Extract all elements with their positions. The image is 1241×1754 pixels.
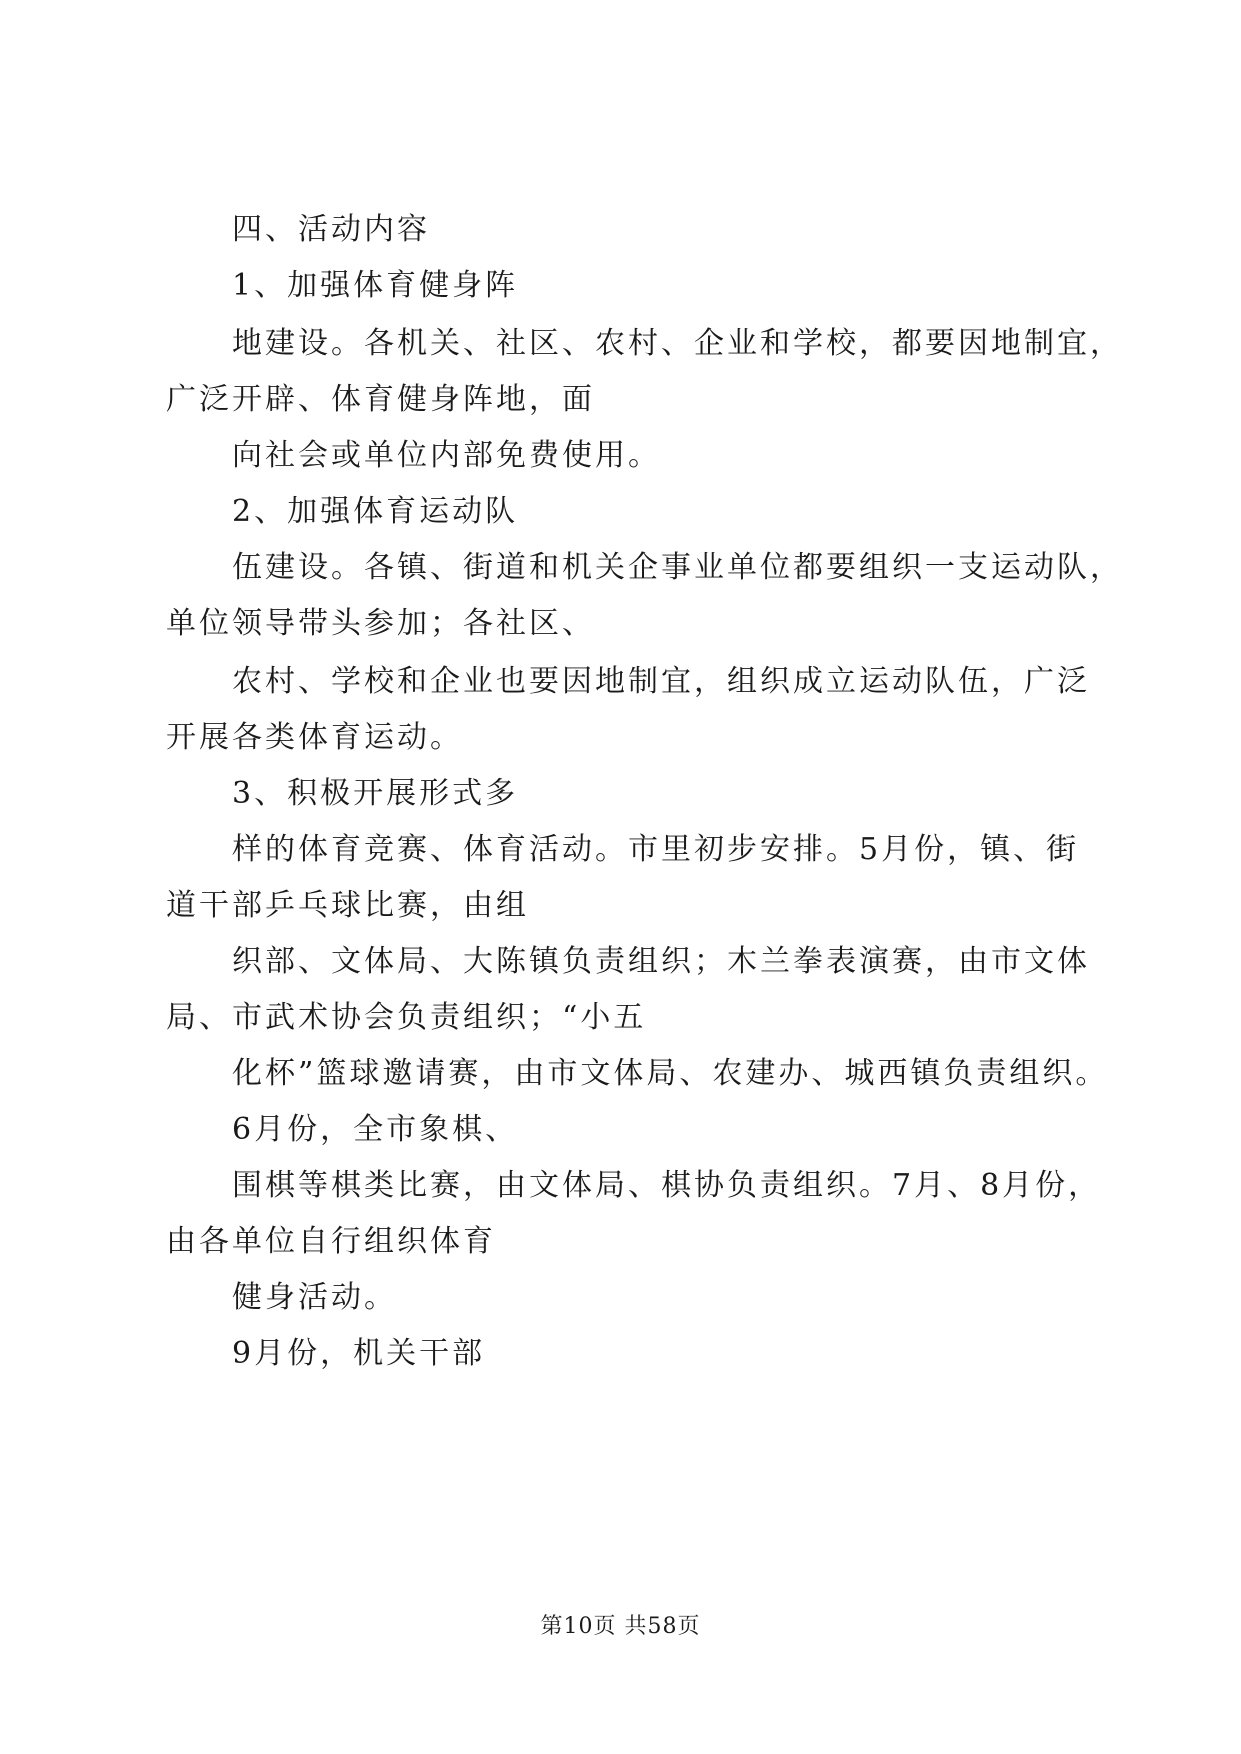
paragraph-line: 开展各类体育运动。 <box>166 720 463 755</box>
paragraph-line: 地建设。各机关、社区、农村、企业和学校，都要因地制宜， <box>232 326 1123 361</box>
page-number-footer: 第10页 共58页 <box>540 1614 701 1639</box>
item-heading: 3、积极开展形式多 <box>232 776 519 811</box>
section-heading: 四、活动内容 <box>232 212 430 247</box>
item-heading: 2、加强体育运动队 <box>232 494 519 529</box>
paragraph-line: 农村、学校和企业也要因地制宜，组织成立运动队伍，广泛 <box>232 664 1090 699</box>
paragraph-line: 广泛开辟、体育健身阵地，面 <box>166 382 595 417</box>
paragraph-line: 伍建设。各镇、街道和机关企事业单位都要组织一支运动队， <box>232 550 1123 585</box>
paragraph-line: 道干部乒乓球比赛，由组 <box>166 888 529 923</box>
paragraph-line: 9月份，机关干部 <box>232 1336 486 1371</box>
paragraph-line: 健身活动。 <box>232 1280 397 1315</box>
paragraph-line: 围棋等棋类比赛，由文体局、棋协负责组织。7月、8月份， <box>232 1168 1102 1203</box>
paragraph-line: 化杯”篮球邀请赛，由市文体局、农建办、城西镇负责组织。 <box>232 1056 1109 1091</box>
paragraph-line: 向社会或单位内部免费使用。 <box>232 438 661 473</box>
paragraph-line: 样的体育竞赛、体育活动。市里初步安排。5月份，镇、街 <box>232 832 1080 867</box>
paragraph-line: 由各单位自行组织体育 <box>166 1224 496 1259</box>
paragraph-line: 局、市武术协会负责组织；“小五 <box>166 1000 647 1035</box>
item-heading: 1、加强体育健身阵 <box>232 268 519 303</box>
paragraph-line: 6月份，全市象棋、 <box>232 1112 519 1147</box>
paragraph-line: 单位领导带头参加；各社区、 <box>166 606 595 641</box>
paragraph-line: 织部、文体局、大陈镇负责组织；木兰拳表演赛，由市文体 <box>232 944 1090 979</box>
